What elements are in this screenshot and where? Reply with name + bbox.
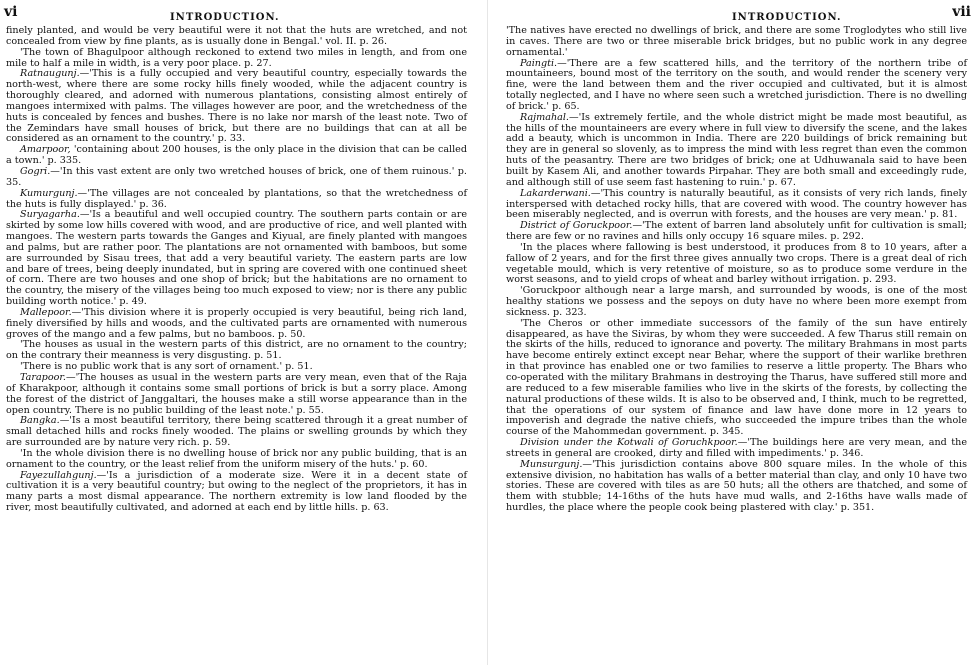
paragraph-text: —'This division where it is properly occupied is very beautiful, being rich land, finely diversified by hills and woods, and the cultivated parts are ornamented with numerous groves of the mango and a few palms, but no bamboos. p. 50. [6, 306, 467, 340]
paragraph [6, 373, 467, 416]
paragraph-text: —'There are a few scattered hills, and the territory of the northern tribe of mountaineers, bound most of the territory on the south, and would render the scenery very fine, were the land between them and the river occupied and cultivated, but it is almost totally neglected, and I have no where seen such a wretched jurisdiction. There is no dwelling of brick.' p. 65. [506, 57, 967, 112]
paragraph [506, 221, 967, 243]
paragraph [506, 319, 967, 438]
paragraph-text: —'This is a fully occupied and very beautiful country, especially towards the north-west, where there are some rocky hills finely wooded, while the adjacent country is thoroughly cleared, and adorned with numerous plantations, consisting almost entirely of mangoes intermixed with palms. The villages however are poor, and the wretchedness of the huts is concealed by fences and bushes. There is no lake nor marsh of the least note. Two of the Zemindars have small houses of brick, but there are no buildings that can at all be considered as an ornament to the country.' p. 33. [6, 68, 467, 145]
paragraph [506, 243, 967, 286]
place-name: Ratnaugunj. [20, 68, 80, 80]
paragraph-text: 'The Cheros or other immediate successors of the family of the sun have entirely disappeared, as have the Siviras, by whom they were succeeded. A few Tharus still remain on the skirts of the hills, reduced to ignorance and poverty. The military Brahmans in most parts have become entirely extinct except near Behar, where the support of their warlike brethren in that province has enabled one or two families to reserve a little property. The Bhars who co-operated with the military Brahmans in destroying the Tharus, have suffered still more and are reduced to a few miserable families who live in the skirts of the forests, by collecting the natural productions of these wilds. It is also to be observed and, I think, much to be regretted, that the operations of our system of finance and law have done more in 12 years to impoverish and degrade the native chiefs, who succeeded the impure tribes than the whole course of the Mahommedan government. p. 345. [506, 317, 967, 438]
paragraph [6, 145, 467, 167]
paragraph [6, 308, 467, 341]
paragraph-text: 'In the places where fallowing is best understood, it produces from 8 to 10 years, after a fallow of 2 years, and for the first three gives annually two crops. There is a great deal of rich vegetable mould, which is very retentive of moisture, so as to produce some verdure in the worst seasons, and to yield crops of wheat and barley without irrigation. p. 293. [506, 241, 967, 286]
place-name: Paingti. [520, 57, 558, 69]
paragraph [506, 113, 967, 189]
paragraph-text: —'The houses as usual in the western parts are very mean, even that of the Raja of Kharakpoor, although it contains some small portions of brick is but a sorry place. Among the forest of the district of Janggaltari, the houses make a still worse appearance than in the open country. There is no public building of the least note.' p. 55. [6, 372, 467, 416]
paragraph [6, 69, 467, 145]
left-page-number: vi [4, 4, 18, 20]
place-name: Munsurgunj. [520, 458, 583, 470]
paragraph-text: 'The houses as usual in the western parts of this district, are no ornament to the country; on the contrary their meanness is very disgusting. p. 51. [6, 339, 467, 362]
place-name: Division under the Kotwali of Goruchkpoor. [520, 437, 738, 449]
paragraph-text: —'Is a jurisdiction of a moderate size. Were it in a decent state of cultivation it is a very beautiful country; but owing to the neglect of the proprietors, it has in many parts a most dismal appearance. The northern extremity is low land flooded by the river, most beautifully cultivated, and adorned at each end by little hills. p. 63. [6, 469, 467, 514]
right-page [500, 0, 975, 665]
paragraph [6, 340, 467, 362]
paragraph-text: —'In this vast extent are only two wretched houses of brick, one of them ruinous.' p. 35. [6, 165, 467, 188]
paragraph [6, 189, 467, 211]
left-running-head: INTRODUCTION. [170, 12, 280, 23]
paragraph [6, 210, 467, 308]
paragraph [6, 449, 467, 471]
place-name: Bangka. [20, 415, 60, 427]
paragraph-text: 'Goruckpoor although near a large marsh, and surrounded by woods, is one of the most healthy stations we possess and the sepoys on duty have no where been more exempt from sickness. p. 323. [506, 285, 967, 318]
paragraph [506, 59, 967, 113]
paragraph-text: 'The natives have erected no dwellings of brick, and there are some Troglodytes who still live in caves. There are two or three miserable brick bridges, but no public work in any degree ornamental.' [506, 25, 967, 58]
place-name: Gogri. [20, 165, 51, 177]
paragraph [506, 189, 967, 222]
paragraph-text: —'Is extremely fertile, and the whole district might be made most beautiful, as the hills of the mountaineers are every where in full view to diversify the scene, and the lakes add a beauty, which is uncommon in India. There are 220 buildings of brick remaining but they are in general so slovenly, as to impress the mind with less regret than even the common huts of the peasantry. There are two bridges of brick; one at Udhuwanala said to have been built by Kasem Ali, and another towards Pirpahar. They are both small and exceedingly rude, and although still of use seem fast hastening to ruin.' p. 67. [506, 111, 967, 188]
place-name: Lakarderwani. [520, 187, 591, 199]
paragraph-text: —'The buildings here are very mean, and the streets in general are crooked, dirty and filled with impediments.' p. 346. [506, 437, 967, 459]
paragraph-text: 'In the whole division there is no dwelling house of brick nor any public building, that is an ornament to the country, or the least relief from the uniform misery of the huts.' p. 60. [6, 447, 467, 470]
paragraph [6, 167, 467, 189]
place-name: Tarapoor. [20, 372, 66, 383]
paragraph-text: —'The extent of barren land absolutely unfit for cultivation is small; there are few or no ravines and hills only occupy 16 square miles. p. 292. [506, 220, 967, 243]
paragraph [506, 286, 967, 319]
place-name: Mallepoor. [20, 306, 72, 318]
place-name: Suryagarha. [20, 209, 80, 221]
paragraph-text: 'There is no public work that is any sort of ornament.' p. 51. [20, 361, 313, 373]
paragraph-text: —'Is a beautiful and well occupied country. The southern parts contain or are skirted by some low hills covered with wood, and are productive of rice, and well planted with mangoes. The western parts towards the Ganges and Kiyual, are finely planted with mangoes and palms, but are rather poor. The plantations are not ornamented with bamboos, but some are surrounded by Sisau trees, that add a very beautiful variety. The eastern parts are low and bare of trees, being deeply inundated, but in spring are covered with one continued sheet of corn. There are two houses and one shop of brick; but the habitations are no ornament to the country, the misery of the villages being too much exposed to view; nor is there any public building worth notice.' p. 49. [6, 209, 467, 308]
paragraph-text: —'The villages are not concealed by plantations, so that the wretchedness of the huts is fully displayed.' p. 36. [6, 187, 467, 210]
place-name: District of Goruckpoor. [520, 220, 633, 232]
paragraph [506, 460, 967, 514]
right-page-body [506, 26, 967, 514]
paragraph [6, 471, 467, 514]
paragraph-text: 'The town of Bhagulpoor although reckoned to extend two miles in length, and from one mile to half a mile in width, is a very poor place. p. 27. [6, 46, 467, 69]
page-gutter [487, 0, 488, 665]
paragraph-text: finely planted, and would be very beautiful were it not that the huts are wretched, and not concealed from view by fine plants, as is usually done in Bengal.' vol. II. p. 26. [6, 25, 467, 47]
place-name: Rajmahal. [520, 111, 569, 123]
left-page-header [0, 0, 475, 26]
paragraph [6, 416, 467, 449]
paragraph [6, 26, 467, 48]
paragraph-text: —'This country is naturally beautiful, as it consists of very rich lands, finely interspersed with detached rocky hills, that are covered with wood. The country however has been miserably neglected, and is overrun with forests, and the houses are very mean.' p. 81. [506, 187, 967, 221]
paragraph-text: —'Is a most beautiful territory, there being scattered through it a great number of small detached hills and rocks finely wooded. The plains or swelling grounds by which they are surrounded are by nature very rich. p. 59. [6, 415, 467, 449]
right-page-number: vii [952, 4, 971, 20]
paragraph [506, 438, 967, 460]
place-name: Kumurgunj. [20, 187, 78, 199]
paragraph-text: —'This jurisdiction contains above 800 square miles. In the whole of this extensive division, no habitation has walls of a better material than clay, and only 10 have two stories. These are covered with tiles as are 50 huts; all the others are thatched, and some of them with stubble; 14-16ths of the huts have mud walls, and 2-16ths have walls made of hurdles, the place where the people cook being plastered with clay.' p. 351. [506, 458, 967, 514]
paragraph-text: 'containing about 200 houses, is the only place in the division that can be called a town.' p. 335. [6, 144, 467, 167]
place-name: Fayezullahgunj. [20, 469, 97, 481]
place-name: Amarpoor, [20, 144, 71, 156]
paragraph [6, 48, 467, 70]
right-page-header [500, 0, 975, 26]
left-page-body [6, 26, 467, 514]
left-page [0, 0, 475, 665]
right-running-head: INTRODUCTION. [732, 12, 842, 23]
paragraph [506, 26, 967, 59]
